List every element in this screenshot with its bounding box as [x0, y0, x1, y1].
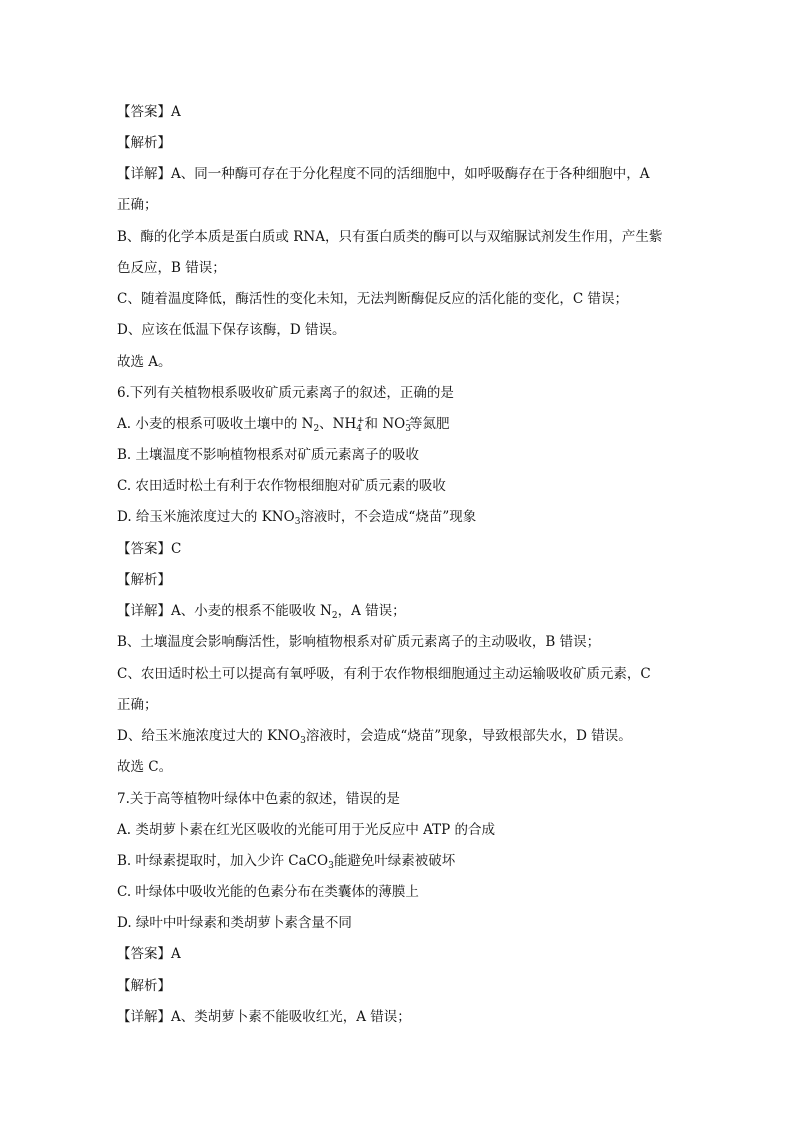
detail-text: 正确； — [117, 197, 158, 213]
option-a: A. 类胡萝卜素在红光区吸收的光能可用于光反应中 ATP 的合成 — [117, 822, 496, 838]
option-d: D. 绿叶中叶绿素和类胡萝卜素含量不同 — [117, 915, 352, 931]
analysis-label: 【解析】 — [117, 135, 171, 151]
question-stem: 6.下列有关植物根系吸收矿质元素离子的叙述，正确的是 — [117, 385, 454, 401]
detail-part: ，A 错误； — [337, 603, 406, 619]
superscript: - — [405, 416, 409, 426]
detail-text: 【详解】A、同一种酶可存在于分化程度不同的活细胞中，如呼吸酶存在于各种细胞中，A — [117, 166, 650, 182]
detail-text: C、随着温度降低，酶活性的变化未知，无法判断酶促反应的活化能的变化，C 错误； — [117, 291, 628, 307]
option-text: B. 叶绿素提取时，加入少许 CaCO — [117, 853, 329, 869]
detail-part: D、给玉米施浓度过大的 KNO — [117, 728, 301, 744]
superscript: + — [357, 416, 365, 426]
detail-text: B、土壤温度会影响酶活性，影响植物根系对矿质元素离子的主动吸收，B 错误； — [117, 634, 601, 650]
detail-text — [117, 726, 632, 746]
detail-text: B、酶的化学本质是蛋白质或 RNA，只有蛋白质类的酶可以与双缩脲试剂发生作用，产生紫 — [117, 229, 663, 245]
answer-label: 【答案】A — [117, 104, 181, 120]
option-b — [117, 851, 455, 871]
option-text: 能避免叶绿素被破坏 — [333, 853, 456, 869]
option-text: D. 给玉米施浓度过大的 KNO — [117, 509, 295, 525]
option-text: 溶液时，不会造成“烧苗”现象 — [300, 509, 477, 525]
option-c: C. 农田适时松土有利于农作物根细胞对矿质元素的吸收 — [117, 478, 446, 494]
analysis-label: 【解析】 — [117, 572, 171, 588]
subscript: 3 — [405, 424, 411, 434]
detail-part: 【详解】A、小麦的根系不能吸收 N — [117, 603, 332, 619]
detail-text: 正确； — [117, 697, 158, 713]
analysis-label: 【解析】 — [117, 978, 171, 994]
conclusion-text: 故选 C。 — [117, 759, 173, 775]
answer-label: 【答案】A — [117, 946, 181, 962]
option-c: C. 叶绿体中吸收光能的色素分布在类囊体的薄膜上 — [117, 884, 419, 900]
detail-text: C、农田适时松土可以提高有氧呼吸，有利于农作物根细胞通过主动运输吸收矿质元素，C — [117, 666, 651, 682]
subscript: 3 — [300, 736, 306, 746]
subscript: 2 — [313, 424, 320, 434]
detail-text: 【详解】A、类胡萝卜素不能吸收红光，A 错误； — [117, 1009, 411, 1025]
conclusion-text: 故选 A。 — [117, 354, 172, 370]
option-text: 、NH — [319, 416, 357, 432]
detail-part: 溶液时，会造成“烧苗”现象，导致根部失水，D 错误。 — [305, 728, 632, 744]
subscript: 4 — [356, 424, 362, 434]
detail-text — [117, 601, 406, 621]
option-text: 和 NO — [364, 416, 406, 432]
option-a — [117, 414, 450, 434]
question-stem: 7.关于高等植物叶绿体中色素的叙述，错误的是 — [117, 791, 400, 807]
subscript: 2 — [331, 611, 338, 621]
option-b: B. 土壤温度不影响植物根系对矿质元素离子的吸收 — [117, 447, 420, 463]
option-text: 等氮肥 — [409, 416, 450, 432]
detail-text: D、应该在低温下保存该酶，D 错误。 — [117, 322, 346, 338]
answer-label: 【答案】C — [117, 541, 182, 557]
subscript: 3 — [328, 861, 334, 871]
option-text: A. 小麦的根系可吸收土壤中的 N — [117, 416, 314, 432]
option-d — [117, 507, 476, 527]
detail-text: 色反应，B 错误； — [117, 260, 226, 276]
subscript: 3 — [294, 517, 301, 527]
